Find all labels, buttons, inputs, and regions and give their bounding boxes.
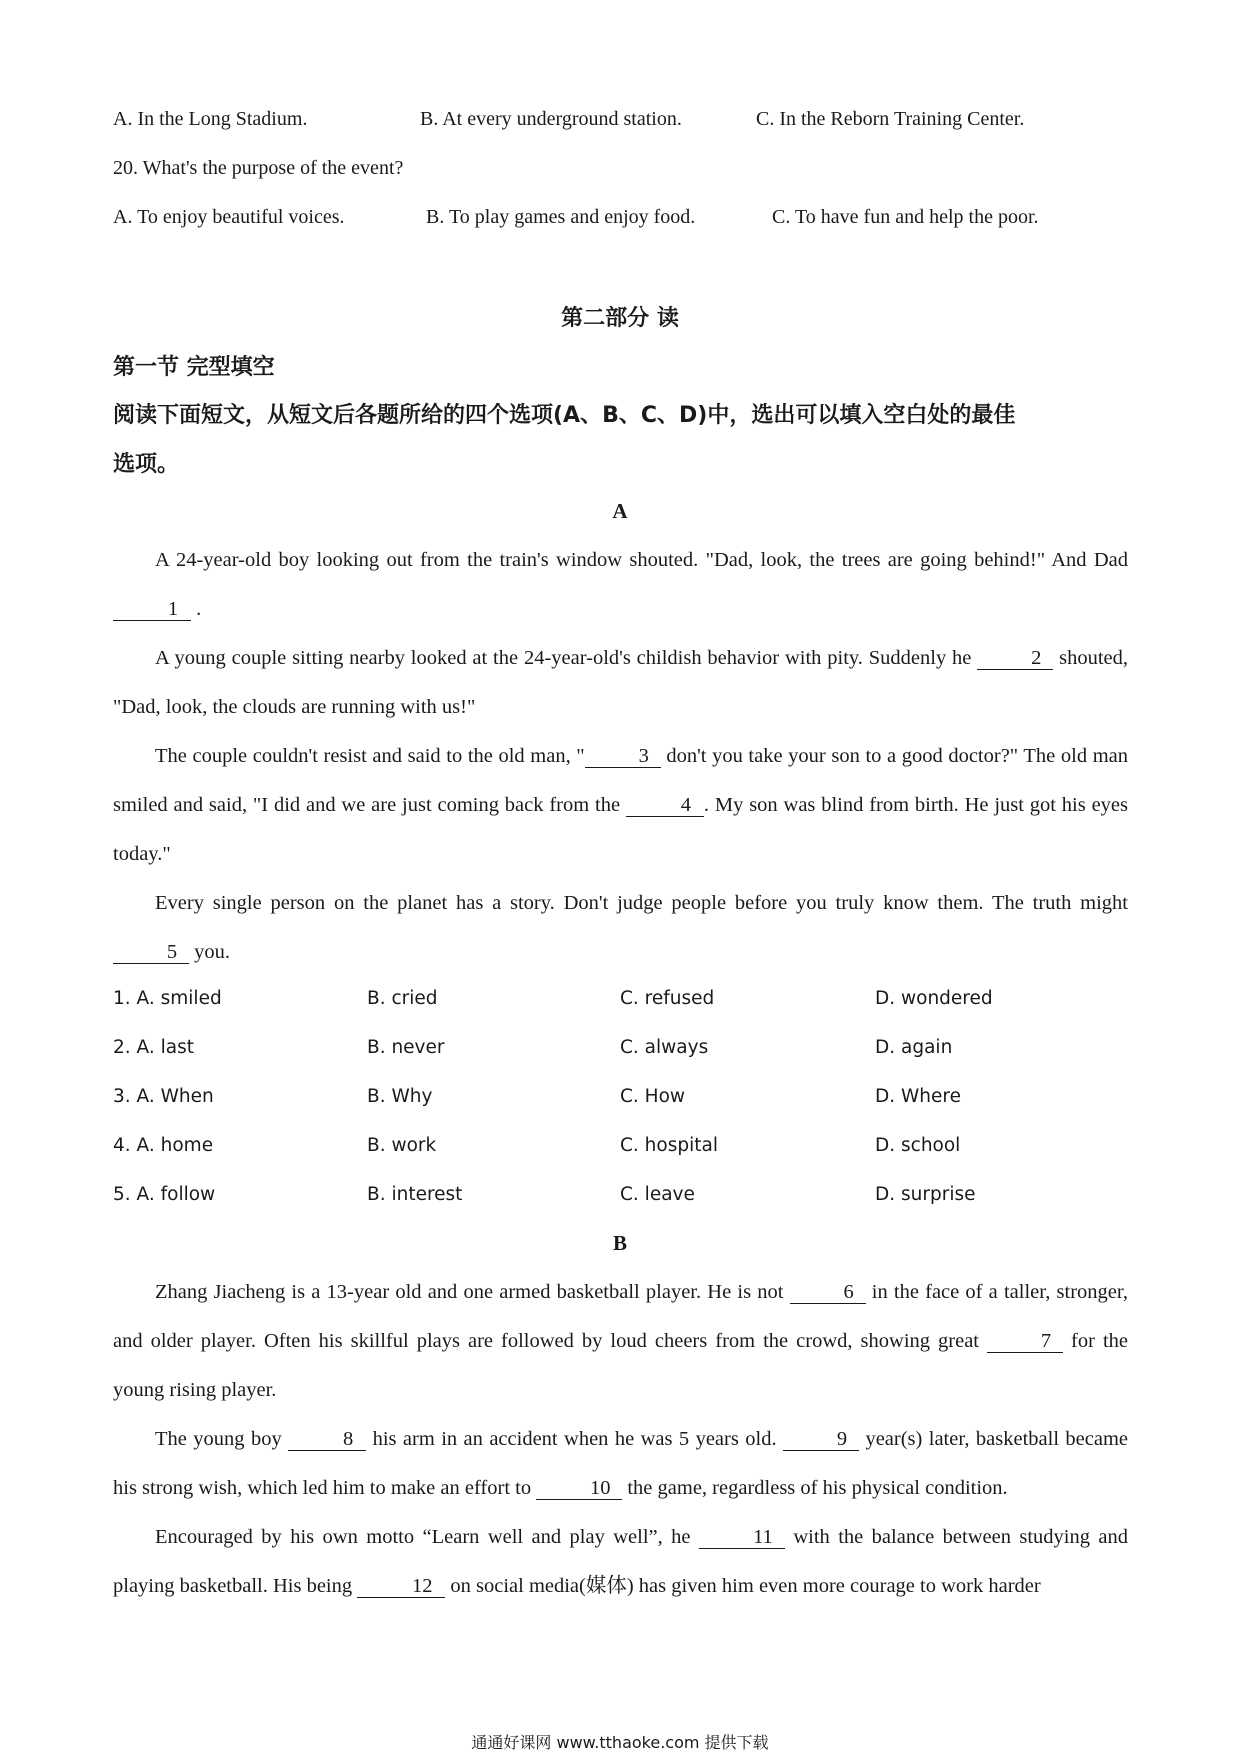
answer-blank-4[interactable]: 4	[626, 794, 704, 817]
answer-blank-5[interactable]: 5	[113, 941, 189, 964]
passage-text: . My son was blind from birth. He just got his eyes today."	[113, 794, 1128, 865]
q20-option-a: A. To enjoy beautiful voices.	[113, 206, 345, 228]
passage-text: A 24-year-old boy looking out from the train's window shouted. "Dad, look, the trees are going behind!" And Dad	[155, 549, 1128, 571]
passage-text: The young boy	[155, 1428, 282, 1450]
passage-text: his arm in an accident when he was 5 years old.	[372, 1428, 777, 1450]
answer-blank-7[interactable]: 7	[987, 1330, 1063, 1353]
option-q2-d[interactable]: D. again	[875, 1037, 953, 1058]
passage-text: The couple couldn't resist and said to the old man, "	[155, 745, 585, 767]
passage-b-paragraph-2	[113, 1415, 1128, 1513]
answer-blank-10[interactable]: 10	[536, 1477, 622, 1500]
instructions-line2: 选项。	[113, 452, 180, 477]
q19-option-b: B. At every underground station.	[420, 108, 682, 130]
option-q4-c[interactable]: C. hospital	[620, 1135, 718, 1156]
passage-text: on social media(媒体) has given him even more courage to work harder	[450, 1575, 1041, 1597]
passage-text: Every single person on the planet has a story. Don't judge people before you truly know them. The truth might	[155, 892, 1128, 914]
answer-blank-12[interactable]: 12	[357, 1575, 445, 1598]
passage-a-paragraph-3	[113, 732, 1128, 879]
page-footer: 通通好课网 www.tthaoke.com 提供下载	[471, 1733, 769, 1752]
passage-text: shouted, "Dad, look, the clouds are running with us!"	[113, 647, 1129, 718]
passage-b-paragraph-3	[113, 1513, 1128, 1611]
option-q3-c[interactable]: C. How	[620, 1086, 686, 1107]
option-q3-b[interactable]: B. Why	[367, 1086, 433, 1107]
option-q4-a[interactable]: 4. A. home	[113, 1135, 214, 1156]
passage-text: in the face of a taller, stronger, and older player. Often his skillful plays are followed by loud cheers from the crowd, showing great	[113, 1281, 1129, 1352]
option-q2-a[interactable]: 2. A. last	[113, 1037, 194, 1058]
option-q1-a[interactable]: 1. A. smiled	[113, 988, 222, 1009]
passage-text: Encouraged by his own motto “Learn well and play well”, he	[155, 1526, 691, 1548]
answer-blank-11[interactable]: 11	[699, 1526, 785, 1549]
option-q2-c[interactable]: C. always	[620, 1037, 709, 1058]
q20-option-b: B. To play games and enjoy food.	[426, 206, 696, 228]
q19-option-c: C. In the Reborn Training Center.	[756, 108, 1025, 130]
instructions-line1: 阅读下面短文，从短文后各题所给的四个选项(A、B、C、D)中，选出可以填入空白处的最佳	[113, 403, 1016, 428]
option-q2-b[interactable]: B. never	[367, 1037, 445, 1058]
passage-text: you.	[194, 941, 230, 963]
option-q5-d[interactable]: D. surprise	[875, 1184, 976, 1205]
part2-title: 第二部分 读	[561, 306, 679, 331]
passage-a-paragraph-1	[113, 536, 1128, 634]
q20-question: 20. What's the purpose of the event?	[113, 157, 404, 179]
option-q1-d[interactable]: D. wondered	[875, 988, 993, 1009]
option-q5-c[interactable]: C. leave	[620, 1184, 695, 1205]
option-q5-a[interactable]: 5. A. follow	[113, 1184, 216, 1205]
answer-blank-1[interactable]: 1	[113, 598, 191, 621]
q19-option-a: A. In the Long Stadium.	[113, 108, 308, 130]
section1-title: 第一节 完型填空	[113, 355, 275, 380]
option-q1-b[interactable]: B. cried	[367, 988, 438, 1009]
option-q1-c[interactable]: C. refused	[620, 988, 715, 1009]
passage-text: for the young rising player.	[113, 1330, 1129, 1401]
passage-b-paragraph-1	[113, 1268, 1128, 1415]
passage-text: don't you take your son to a good doctor?" The old man smiled and said, "I did and we are just coming back from the	[113, 745, 1128, 816]
q20-option-c: C. To have fun and help the poor.	[772, 206, 1039, 228]
option-q4-b[interactable]: B. work	[367, 1135, 437, 1156]
option-q4-d[interactable]: D. school	[875, 1135, 961, 1156]
option-q3-a[interactable]: 3. A. When	[113, 1086, 214, 1107]
passage-text: year(s) later, basketball became his strong wish, which led him to make an effort to	[113, 1428, 1129, 1499]
passage-a-paragraph-4	[113, 879, 1128, 977]
passage-a-paragraph-2	[113, 634, 1128, 732]
answer-blank-8[interactable]: 8	[288, 1428, 366, 1451]
option-q5-b[interactable]: B. interest	[367, 1184, 463, 1205]
answer-blank-9[interactable]: 9	[783, 1428, 859, 1451]
passage-text: the game, regardless of his physical condition.	[627, 1477, 1008, 1499]
passage-text: .	[196, 598, 202, 620]
passage-text: A young couple sitting nearby looked at the 24-year-old's childish behavior with pity. Suddenly he	[155, 647, 972, 669]
passage-text: Zhang Jiacheng is a 13-year old and one armed basketball player. He is not	[155, 1281, 784, 1303]
passage-a-heading: A	[612, 499, 628, 523]
answer-blank-6[interactable]: 6	[790, 1281, 866, 1304]
option-q3-d[interactable]: D. Where	[875, 1086, 961, 1107]
passage-b-heading: B	[612, 1231, 627, 1255]
answer-blank-2[interactable]: 2	[977, 647, 1053, 670]
answer-blank-3[interactable]: 3	[585, 745, 661, 768]
passage-text: with the balance between studying and playing basketball. His being	[113, 1526, 1129, 1597]
